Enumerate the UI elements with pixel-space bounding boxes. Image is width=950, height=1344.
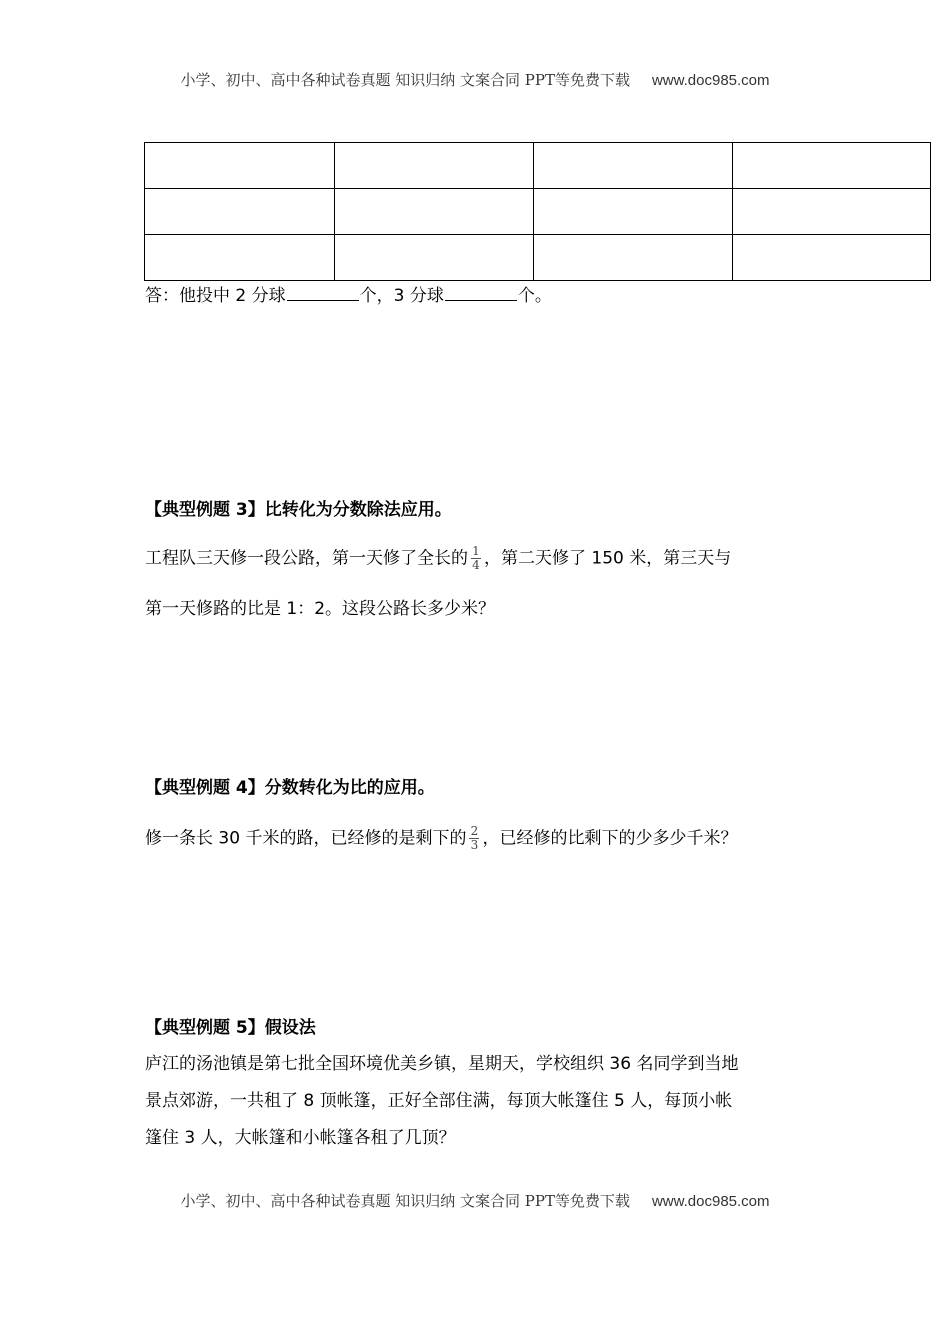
answer-table xyxy=(144,142,931,281)
table-cell xyxy=(534,235,733,281)
example4-text-b: ，已经修的比剩下的少多少千米？ xyxy=(482,828,738,849)
table-cell xyxy=(335,235,534,281)
example3-line1 xyxy=(145,545,731,572)
example3-title: 【典型例题 3】比转化为分数除法应用。 xyxy=(145,500,452,520)
example5-line1: 庐江的汤池镇是第七批全国环境优美乡镇，星期天，学校组织 36 名同学到当地 xyxy=(145,1054,739,1074)
table-cell xyxy=(733,143,931,189)
answer-text-3: 个。 xyxy=(517,286,552,306)
table-cell xyxy=(145,235,335,281)
fraction-denominator: 4 xyxy=(472,558,480,572)
answer-blank-1[interactable] xyxy=(287,284,359,301)
table-row xyxy=(145,143,931,189)
header-url[interactable]: www.doc985.com xyxy=(651,72,770,89)
table-cell xyxy=(733,189,931,235)
header-text: 小学、初中、高中各种试卷真题 知识归纳 文案合同 PPT等免费下载 xyxy=(180,71,630,89)
table-row xyxy=(145,235,931,281)
footer-url[interactable]: www.doc985.com xyxy=(651,1193,770,1210)
example4-title: 【典型例题 4】分数转化为比的应用。 xyxy=(145,778,435,798)
example3-text-a: 工程队三天修一段公路，第一天修了全长的 xyxy=(145,548,468,569)
table-cell xyxy=(335,189,534,235)
table-cell xyxy=(145,189,335,235)
table-cell xyxy=(145,143,335,189)
table-cell xyxy=(335,143,534,189)
example4-text-a: 修一条长 30 千米的路，已经修的是剩下的 xyxy=(145,828,467,849)
table-cell xyxy=(733,235,931,281)
table-row xyxy=(145,189,931,235)
example5-line3: 篷住 3 人，大帐篷和小帐篷各租了几顶？ xyxy=(145,1128,456,1148)
table-cell xyxy=(534,189,733,235)
fraction-denominator: 3 xyxy=(470,838,479,852)
example5-title: 【典型例题 5】假设法 xyxy=(145,1018,316,1038)
footer-text: 小学、初中、高中各种试卷真题 知识归纳 文案合同 PPT等免费下载 xyxy=(180,1192,630,1210)
answer-blank-2[interactable] xyxy=(445,284,517,301)
answer-line xyxy=(145,284,552,308)
example4-line1 xyxy=(145,825,737,852)
page-footer xyxy=(0,1190,950,1211)
fraction-numerator: 2 xyxy=(470,824,479,838)
example3-line2: 第一天修路的比是 1：2。这段公路长多少米？ xyxy=(145,599,496,619)
answer-text-1: 答：他投中 2 分球 xyxy=(145,286,286,306)
fraction-numerator: 1 xyxy=(472,544,480,558)
page-header xyxy=(0,69,950,90)
fraction-one-quarter xyxy=(471,545,481,572)
answer-text-2: 个，3 分球 xyxy=(359,286,444,306)
table-cell xyxy=(534,143,733,189)
example3-text-b: ，第二天修了 150 米，第三天与 xyxy=(484,548,732,569)
example5-line2: 景点郊游，一共租了 8 顶帐篷，正好全部住满，每顶大帐篷住 5 人，每顶小帐 xyxy=(145,1091,733,1111)
fraction-two-thirds xyxy=(469,825,479,852)
